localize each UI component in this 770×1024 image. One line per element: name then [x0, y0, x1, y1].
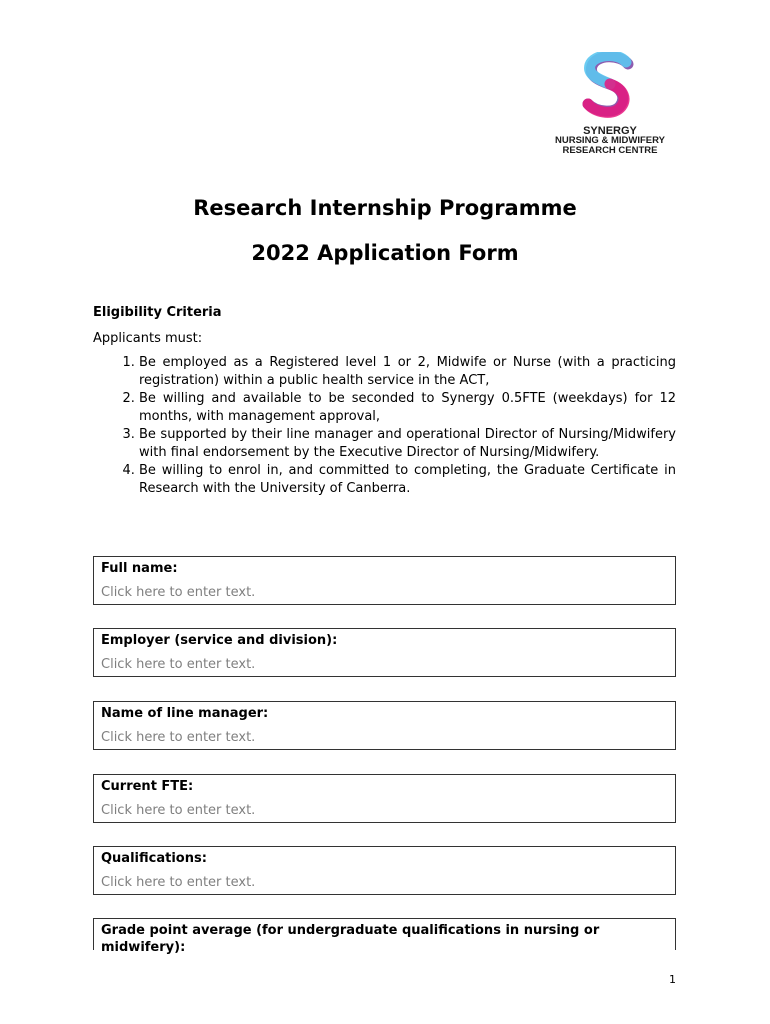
- page-number: 1: [669, 973, 676, 986]
- logo-line-3: RESEARCH CENTRE: [562, 145, 658, 156]
- employer-input[interactable]: [101, 656, 668, 673]
- line-manager-field: [93, 701, 676, 750]
- eligibility-heading: Eligibility Criteria: [93, 305, 222, 320]
- eligibility-item: 2. Be willing and available to be seconded to Synergy 0.5FTE (weekdays) for 12 months, with management approval,: [139, 390, 676, 426]
- gpa-field: [93, 918, 676, 955]
- document-subtitle: 2022 Application Form: [251, 241, 519, 265]
- gpa-label: Grade point average (for undergraduate qualifications in nursing or midwifery):: [101, 923, 600, 955]
- current-fte-label: Current FTE:: [101, 779, 194, 794]
- synergy-logo: [540, 52, 680, 162]
- line-manager-label: Name of line manager:: [101, 706, 269, 721]
- full-name-input[interactable]: [101, 584, 668, 601]
- line-manager-input[interactable]: [101, 729, 668, 746]
- full-name-field: [93, 556, 676, 605]
- employer-label: Employer (service and division):: [101, 633, 338, 648]
- document-title: Research Internship Programme: [193, 196, 577, 220]
- synergy-s-logo-icon: [580, 52, 640, 118]
- full-name-label: Full name:: [101, 561, 178, 576]
- qualifications-field: [93, 846, 676, 895]
- employer-field: [93, 628, 676, 677]
- qualifications-input[interactable]: [101, 874, 668, 891]
- current-fte-input[interactable]: [101, 802, 668, 819]
- qualifications-label: Qualifications:: [101, 851, 207, 866]
- eligibility-list: [93, 354, 676, 498]
- eligibility-item: 3. Be supported by their line manager and operational Director of Nursing/Midwifery with final endorsement by the Executive Director of Nursing/Midwifery.: [139, 426, 676, 462]
- eligibility-intro: Applicants must:: [93, 331, 203, 346]
- eligibility-item: 4. Be willing to enrol in, and committed to completing, the Graduate Certificate in Research with the University of Canberra.: [139, 462, 676, 498]
- current-fte-field: [93, 774, 676, 823]
- eligibility-item: 1. Be employed as a Registered level 1 or 2, Midwife or Nurse (with a practicing registration) within a public health service in the ACT,: [139, 354, 676, 390]
- logo-line-2: NURSING & MIDWIFERY: [555, 135, 665, 146]
- logo-line-1: SYNERGY: [583, 125, 637, 137]
